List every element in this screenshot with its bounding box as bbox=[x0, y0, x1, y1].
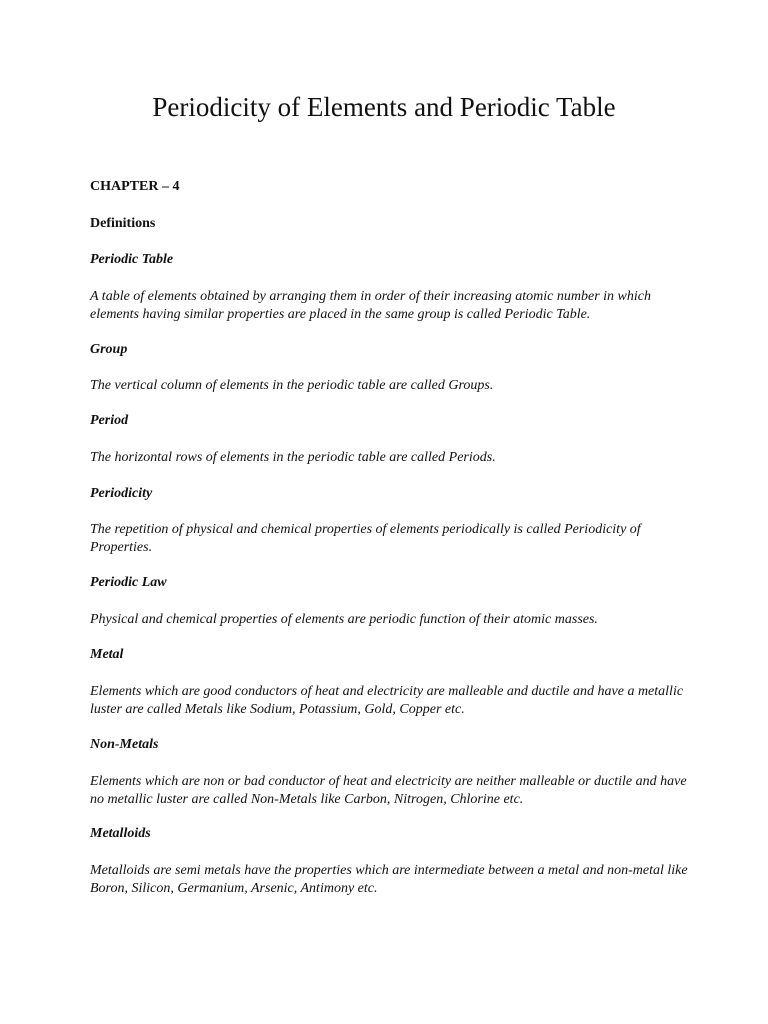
definition-metal: Elements which are good conductors of heat and electricity are malleable and ductile and have a metallic luster are called Metals like Sodium, Potassium, Gold, Copper etc. bbox=[90, 684, 684, 717]
term-periodic-law: Periodic Law bbox=[90, 575, 167, 590]
definition-periodicity: The repetition of physical and chemical properties of elements periodically is called Periodicity of Properties. bbox=[90, 522, 641, 555]
term-periodicity: Periodicity bbox=[90, 486, 153, 501]
definition-period: The horizontal rows of elements in the periodic table are called Periods. bbox=[90, 450, 496, 465]
term-period: Period bbox=[90, 413, 129, 428]
chapter-heading: CHAPTER – 4 bbox=[90, 179, 180, 194]
term-non-metals: Non-Metals bbox=[90, 737, 159, 752]
term-metal: Metal bbox=[90, 647, 124, 662]
definition-periodic-law: Physical and chemical properties of elements are periodic function of their atomic masses. bbox=[90, 612, 598, 627]
definitions-heading: Definitions bbox=[90, 216, 156, 231]
document-title: Periodicity of Elements and Periodic Table bbox=[152, 92, 616, 122]
definition-metalloids: Metalloids are semi metals have the properties which are intermediate between a metal and non-metal like Boron, Silicon, Germanium, Arsenic, Antimony etc. bbox=[90, 863, 688, 896]
term-periodic-table: Periodic Table bbox=[90, 252, 174, 267]
term-metalloids: Metalloids bbox=[90, 826, 151, 841]
term-group: Group bbox=[90, 342, 128, 357]
definition-periodic-table: A table of elements obtained by arranging them in order of their increasing atomic number in which elements having similar properties are placed in the same group is called Periodic Table. bbox=[90, 289, 651, 322]
definition-non-metals: Elements which are non or bad conductor of heat and electricity are neither malleable or ductile and have no metallic luster are called Non-Metals like Carbon, Nitrogen, Chlorine etc. bbox=[90, 774, 687, 807]
definition-group: The vertical column of elements in the periodic table are called Groups. bbox=[90, 378, 494, 393]
